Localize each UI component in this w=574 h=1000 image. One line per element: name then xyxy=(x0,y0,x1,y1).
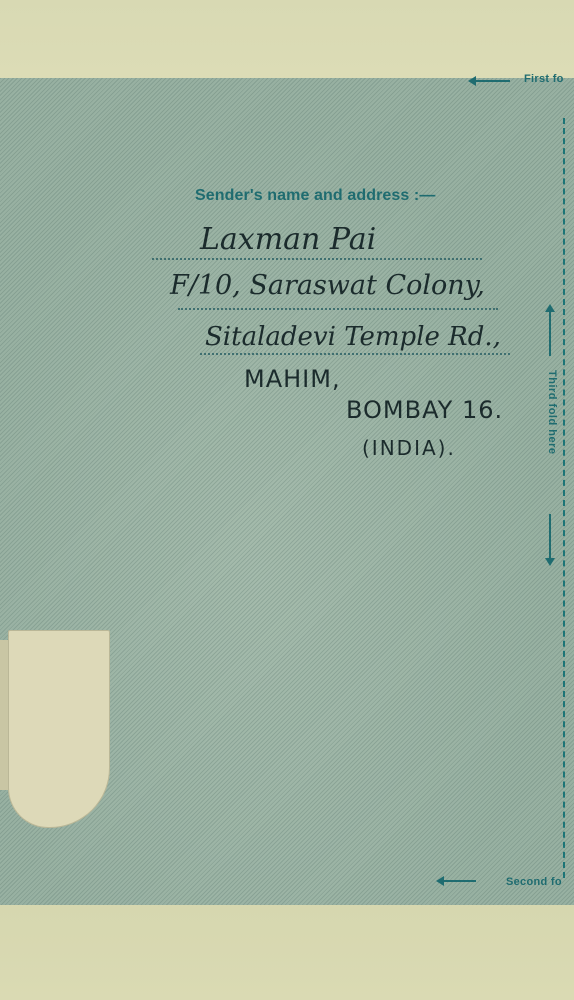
sender-address-line: MAHIM, xyxy=(244,365,341,393)
left-arrow-icon xyxy=(470,80,510,82)
third-fold-label: Third fold here xyxy=(546,370,558,455)
address-line xyxy=(178,308,498,310)
left-arrow-icon xyxy=(438,880,476,882)
sender-address-line: BOMBAY 16. xyxy=(346,396,504,424)
paper-top-margin xyxy=(0,0,574,78)
sender-address-line: Sitaladevi Temple Rd., xyxy=(205,322,501,352)
down-arrow-icon xyxy=(549,514,551,560)
up-arrow-icon xyxy=(549,310,551,356)
paper-bottom-margin xyxy=(0,905,574,1000)
stamp-cutout xyxy=(8,630,110,828)
address-line xyxy=(152,258,482,260)
sender-address-line: (INDIA). xyxy=(362,436,456,460)
sender-name: Laxman Pai xyxy=(200,222,377,257)
fold-line xyxy=(563,118,565,878)
second-fold-label: Second fo xyxy=(506,876,562,888)
sender-address-line: F/10, Saraswat Colony, xyxy=(170,270,485,301)
first-fold-label: First fo xyxy=(524,73,564,85)
address-line xyxy=(200,353,510,355)
sender-heading: Sender's name and address :— xyxy=(195,187,436,204)
